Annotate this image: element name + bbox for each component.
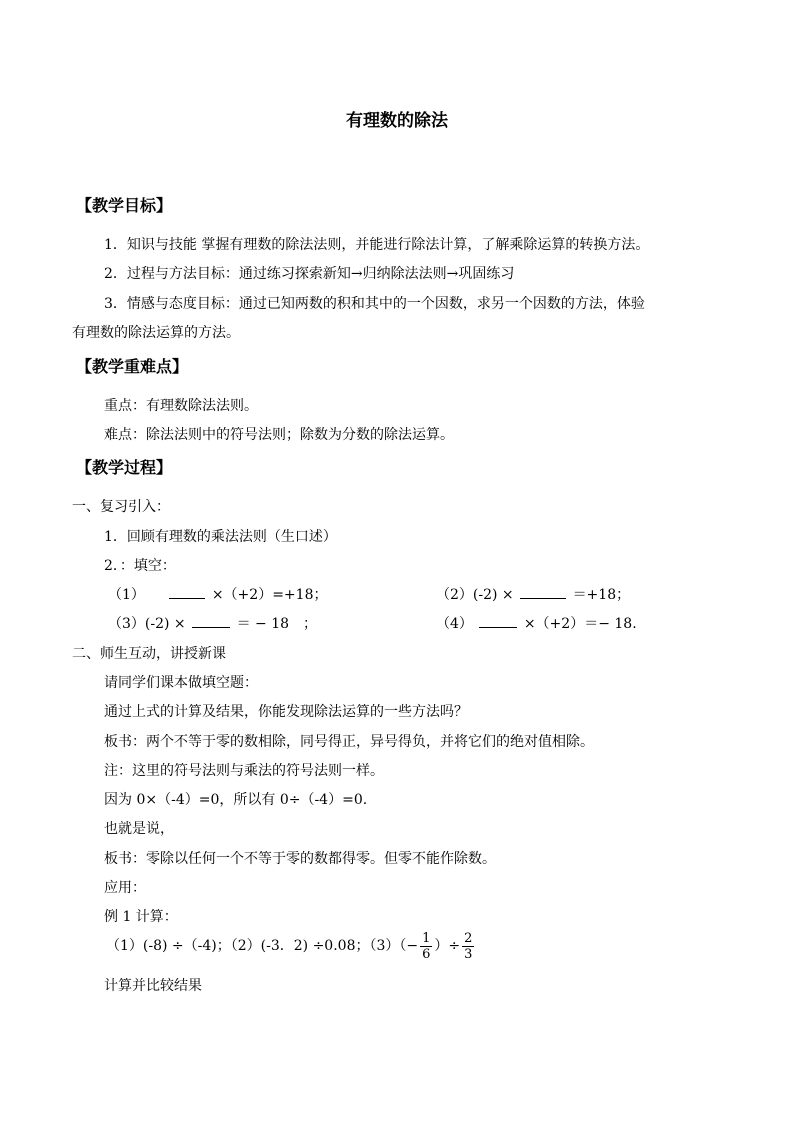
question-text: ＝+18； <box>572 587 631 603</box>
lesson-line: 请同学们课本做填空题： <box>104 675 258 691</box>
section-heading-process: 【教学过程】 <box>76 458 173 477</box>
fraction-denominator: 6 <box>422 946 431 962</box>
page-title: 有理数的除法 <box>346 111 448 131</box>
fraction-numerator: 1 <box>422 930 431 946</box>
lesson-line: 通过上式的计算及结果，你能发现除法运算的一些方法吗？ <box>104 704 468 720</box>
answer-blank <box>192 613 230 628</box>
fill-question-3 <box>108 613 317 633</box>
objective-line: 2．过程与方法目标：通过练习探索新知→归纳除法法则→巩固练习 <box>104 266 515 282</box>
fill-question-2 <box>436 584 630 604</box>
objective-line: 3．情感与态度目标：通过已知两数的积和其中的一个因数，求另一个因数的方法，体验 <box>104 296 645 312</box>
part-title: 一、复习引入： <box>72 499 170 515</box>
question-text: ＝ − 18 ； <box>236 616 318 632</box>
keypoint-line: 难点：除法法则中的符号法则；除数为分数的除法运算。 <box>104 427 454 443</box>
answer-blank <box>520 584 566 599</box>
lesson-line: 板书：两个不等于零的数相除，同号得正，异号得负，并将它们的绝对值相除。 <box>104 734 594 750</box>
review-item: 1．回顾有理数的乘法法则（生口述） <box>104 529 337 545</box>
section-heading-objectives: 【教学目标】 <box>76 196 173 215</box>
answer-blank <box>479 613 517 628</box>
part-title: 二、师生互动，讲授新课 <box>72 646 226 662</box>
question-text: ×（+2）=+18； <box>211 587 328 603</box>
question-text: ×（+2）＝− 18. <box>523 616 637 632</box>
fraction <box>420 931 432 962</box>
review-item: 2．：填空： <box>104 558 176 574</box>
example-text: ）÷ <box>434 938 461 954</box>
answer-blank <box>169 584 205 599</box>
keypoint-line: 重点：有理数除法法则。 <box>104 398 258 414</box>
lesson-line: 应用： <box>104 880 146 896</box>
question-text: （1） <box>108 587 145 603</box>
fill-question-1 <box>108 584 327 604</box>
fraction-denominator: 3 <box>464 946 473 962</box>
fraction <box>462 931 474 962</box>
fill-question-4 <box>436 613 637 633</box>
fraction-numerator: 2 <box>464 930 473 946</box>
example-expression <box>106 928 476 964</box>
lesson-line: 板书：零除以任何一个不等于零的数都得零。但零不能作除数。 <box>104 851 496 867</box>
lesson-line: 因为 0×（-4）=0，所以有 0÷（-4）=0. <box>104 792 368 808</box>
objective-line: 1．知识与技能 掌握有理数的除法法则，并能进行除法计算，了解乘除运算的转换方法。 <box>104 237 650 253</box>
lesson-line: 计算并比较结果 <box>104 978 202 994</box>
section-heading-keypoints: 【教学重难点】 <box>76 357 189 376</box>
question-text: （2）(-2) × <box>436 587 514 603</box>
objective-line: 有理数的除法运算的方法。 <box>72 325 240 341</box>
lesson-line: 也就是说， <box>104 821 174 837</box>
question-text: （3）(-2) × <box>108 616 186 632</box>
lesson-line: 注：这里的符号法则与乘法的符号法则一样。 <box>104 763 384 779</box>
question-text: （4） <box>436 616 473 632</box>
example-text: （1）(-8) ÷（-4)；（2）(-3．2) ÷0.08；（3）（− <box>106 938 419 954</box>
lesson-line: 例 1 计算： <box>104 909 178 925</box>
